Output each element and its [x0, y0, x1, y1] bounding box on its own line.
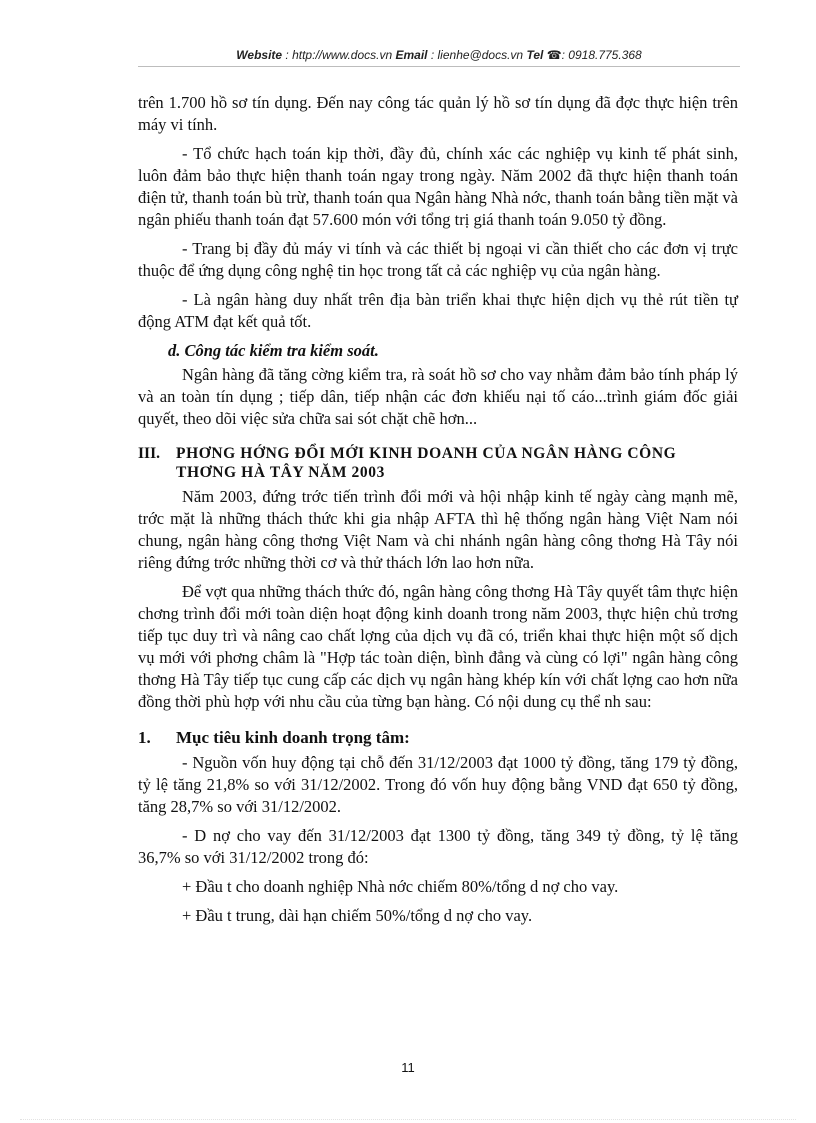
section-title: PHƠNG HỚNG ĐỔI MỚI KINH DOANH CỦA NGÂN HÀNG CÔNG THƠNG HÀ TÂY NĂM 2003 [176, 445, 677, 481]
email-label: Email [395, 48, 428, 62]
list-item: + Đầu t trung, dài hạn chiếm 50%/tổng d nợ cho vay. [182, 906, 533, 925]
section-heading [138, 444, 738, 482]
heading-1 [138, 727, 738, 749]
paragraph: - Trang bị đầy đủ máy vi tính và các thiết bị ngoại vi cần thiết cho các đơn vị trực thuộc để ứng dụng công nghệ tin học trong tất cả các nghiệp vụ của ngân hàng. [138, 239, 738, 280]
email-separator: : [427, 48, 438, 62]
tel-label: Tel [526, 48, 544, 62]
heading-title: Mục tiêu kinh doanh trọng tâm: [176, 728, 410, 747]
section-number: III. [138, 445, 160, 462]
paragraph: Năm 2003, đứng trớc tiến trình đổi mới và hội nhập kinh tế ngày càng mạnh mẽ, trớc mặt là những thách thức khi gia nhập AFTA thì hệ thống ngân hàng Việt Nam nói chung, ngân hàng công thơng Việt Nam và chi nhánh ngân hàng công thơng Hà Tây nói riêng đứng trớc những thời cơ và thử thách lớn lao hơn nữa. [138, 487, 738, 572]
paragraph: trên 1.700 hồ sơ tín dụng. Đến nay công tác quản lý hồ sơ tín dụng đã đợc thực hiện trên máy vi tính. [138, 93, 738, 134]
phone-icon: ☎ [546, 48, 562, 62]
page-bottom-divider [20, 1119, 796, 1120]
paragraph: - D nợ cho vay đến 31/12/2003 đạt 1300 tỷ đồng, tăng 349 tỷ đồng, tỷ lệ tăng 36,7% so với 31/12/2002 trong đó: [138, 826, 738, 867]
paragraph: Để vợt qua những thách thức đó, ngân hàng công thơng Hà Tây quyết tâm thực hiện chơng trình đổi mới toàn diện hoạt động kinh doanh trong năm 2003, thực hiện chủ trơng tiếp tục duy trì và nâng cao chất lợng của dịch vụ đã có, triển khai thực hiện một số dịch vụ mới với phơng châm là "Hợp tác toàn diện, bình đẳng và cùng có lợi" ngân hàng công thơng Hà Tây tiếp tục cung cấp các dịch vụ ngân hàng khép kín với chất lợng cao hơn nữa đồng thời phù hợp với nhu cầu của từng bạn hàng. Có nội dung cụ thể nh sau: [138, 582, 738, 711]
heading-number: 1. [138, 728, 151, 747]
page-header [138, 48, 740, 62]
email-link[interactable]: lienhe@docs.vn [437, 48, 524, 62]
page-number: 11 [401, 1060, 415, 1075]
website-link[interactable]: http://www.docs.vn [292, 48, 393, 62]
subsection-title: d. Công tác kiểm tra kiểm soát. [168, 341, 379, 360]
tel-value: : 0918.775.368 [561, 48, 642, 62]
website-separator: : [282, 48, 293, 62]
paragraph: - Tổ chức hạch toán kịp thời, đầy đủ, chính xác các nghiệp vụ kinh tế phát sinh, luôn đảm bảo thực hiện thanh toán ngay trong ngày. Năm 2002 đã thực hiện thanh toán điện tử, thanh toán bù trừ, thanh toán qua Ngân hàng Nhà nớc, thanh toán bằng tiền mặt và ngân phiếu thanh toán đạt 57.600 món với tổng trị giá thanh toán 9.050 tỷ đồng. [138, 144, 738, 229]
website-label: Website [236, 48, 283, 62]
paragraph: - Nguồn vốn huy động tại chỗ đến 31/12/2003 đạt 1000 tỷ đồng, tăng 179 tỷ đồng, tỷ lệ tăng 21,8% so với 31/12/2002. Trong đó vốn huy động bằng VND đạt 650 tỷ đồng, tăng 28,7% so với 31/12/2002. [138, 753, 738, 816]
header-divider [138, 66, 740, 67]
paragraph: - Là ngân hàng duy nhất trên địa bàn triển khai thực hiện dịch vụ thẻ rút tiền tự động ATM đạt kết quả tốt. [138, 290, 738, 331]
document-body [138, 92, 738, 934]
paragraph: Ngân hàng đã tăng cờng kiểm tra, rà soát hồ sơ cho vay nhằm đảm bảo tính pháp lý và an toàn tín dụng ; tiếp dân, tiếp nhận các đơn khiếu nại tố cáo...trình giám đốc giải quyết, theo dõi việc sửa chữa sai sót chặt chẽ hơn... [138, 365, 738, 428]
list-item: + Đầu t cho doanh nghiệp Nhà nớc chiếm 80%/tổng d nợ cho vay. [182, 877, 619, 896]
